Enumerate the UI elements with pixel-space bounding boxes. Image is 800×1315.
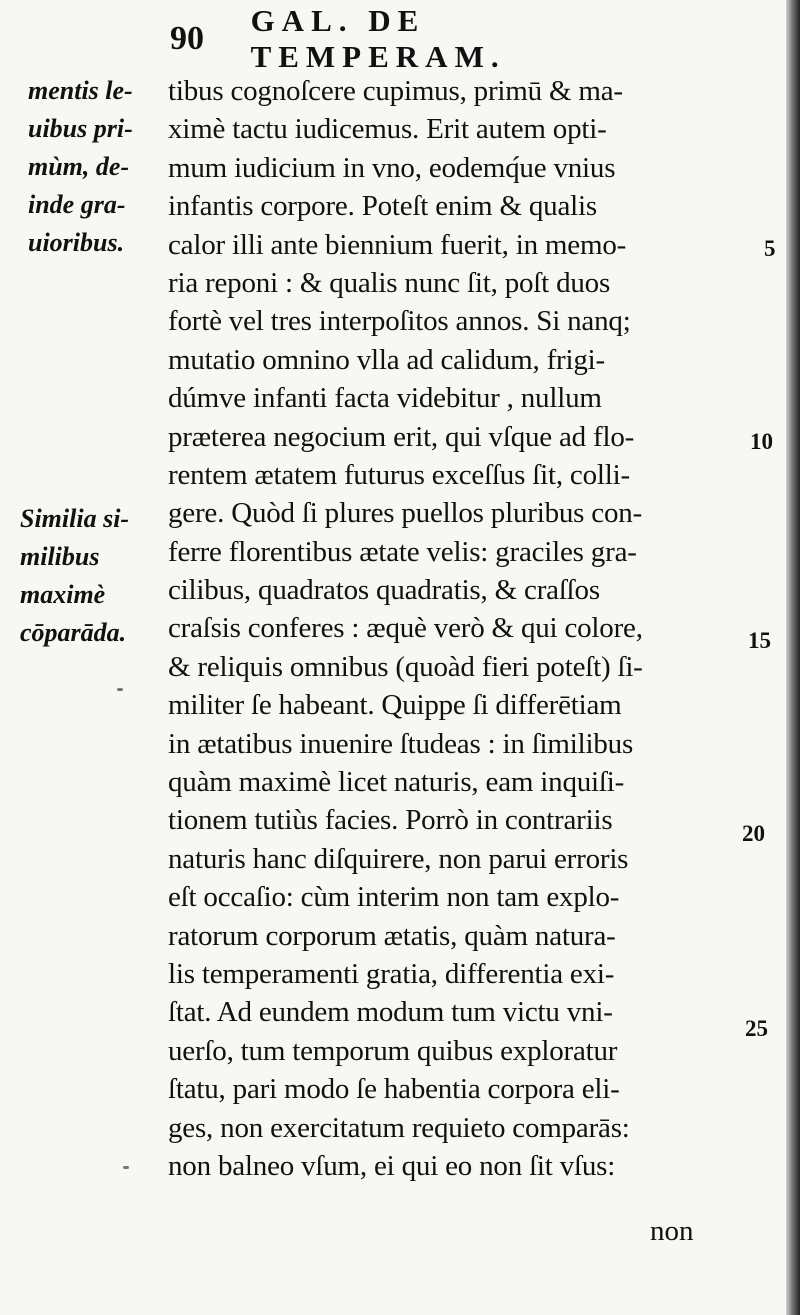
running-title: GAL. DE TEMPERAM. <box>250 3 506 74</box>
ink-speck <box>117 688 123 691</box>
text-line: militer ſe habeant. Quippe ſi differētiam <box>168 689 622 722</box>
catchword: non <box>650 1215 694 1247</box>
body-text <box>168 72 743 1185</box>
text-line: rentem ætatem futurus exceſſus ſit, colli- <box>168 458 630 491</box>
text-line: craſsis conferes : æquè verò & qui colore, <box>168 612 643 645</box>
page-number: 90 <box>170 20 204 57</box>
text-line: ria reponi : & qualis nunc ſit, poſt duos <box>168 266 611 299</box>
running-head <box>170 3 680 74</box>
text-line: ges, non exercitatum requieto comparās: <box>168 1111 630 1144</box>
text-line: mutatio omnino vlla ad calidum, frigi- <box>168 343 605 376</box>
line-number: 10 <box>750 429 773 454</box>
text-line: in ætatibus inuenire ſtudeas : in ſimilibus <box>168 727 634 760</box>
text-line: naturis hanc diſquirere, non parui erroris <box>168 842 629 875</box>
text-line: infantis corpore. Poteſt enim & qualis <box>168 190 597 223</box>
text-line: tionem tutiùs facies. Porrò in contrariis <box>168 804 613 837</box>
marginal-note-second: Similia si- milibus maximè cōparāda. <box>20 504 130 647</box>
page-edge-shadow <box>786 0 800 1315</box>
marginal-note-first: mentis le- uibus pri- mùm, de- inde gra- uioribus. <box>28 76 133 257</box>
text-line: calor illi ante biennium fuerit, in memo- <box>168 228 627 261</box>
text-line: præterea negocium erit, qui vſque ad flo- <box>168 420 635 453</box>
line-number: 5 <box>764 236 776 261</box>
text-line: mum iudicium in vno, eodemq́ue vnius <box>168 151 616 184</box>
line-number: 25 <box>745 1016 768 1041</box>
text-line: lis temperamenti gratia, differentia exi- <box>168 957 615 990</box>
text-line: uerſo, tum temporum quibus exploratur <box>168 1034 618 1067</box>
text-line: quàm maximè licet naturis, eam inquiſi- <box>168 766 625 799</box>
marginal-notes <box>0 0 170 1315</box>
text-line: cilibus, quadratos quadratis, & craſſos <box>168 574 600 607</box>
ink-speck <box>123 1166 129 1169</box>
text-line: ratorum corporum ætatis, quàm natura- <box>168 919 616 952</box>
text-line: ferre florentibus ætate velis: graciles gra- <box>168 535 637 568</box>
text-line: gere. Quòd ſi plures puellos pluribus con- <box>168 497 643 530</box>
text-line: ſtatu, pari modo ſe habentia corpora eli- <box>168 1073 620 1106</box>
line-number: 15 <box>748 628 771 653</box>
text-line: ſtat. Ad eundem modum tum victu vni- <box>168 996 613 1029</box>
line-number: 20 <box>742 821 765 846</box>
text-line: non balneo vſum, ei qui eo non ſit vſus: <box>168 1149 616 1182</box>
text-line: dúmve infanti facta videbitur , nullum <box>168 382 602 415</box>
text-line: eſt occaſio: cùm interim non tam explo- <box>168 881 620 914</box>
text-line: tibus cognoſcere cupimus, primū & ma- <box>168 75 623 107</box>
text-line: & reliquis omnibus (quoàd fieri poteſt) ſi- <box>168 650 643 683</box>
text-line: fortè vel tres interpoſitos annos. Si nanq; <box>168 305 631 338</box>
text-line: ximè tactu iudicemus. Erit autem opti- <box>168 113 607 146</box>
